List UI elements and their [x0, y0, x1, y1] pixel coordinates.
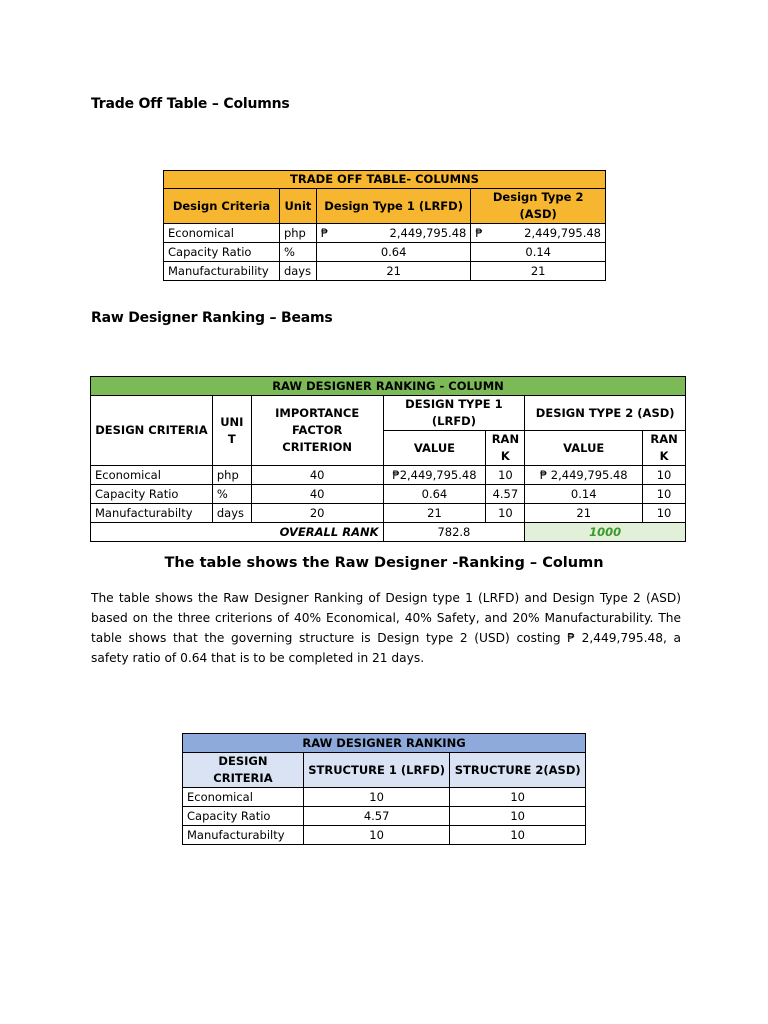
- rank-cell: 10: [643, 504, 686, 523]
- column-header: Design Type 1 (LRFD): [316, 189, 470, 224]
- table-row: [164, 224, 606, 243]
- value-cell: 10: [303, 788, 450, 807]
- amount: 2,449,795.48: [524, 225, 601, 240]
- value-cell: 21: [383, 504, 486, 523]
- value-cell: 10: [450, 807, 586, 826]
- value-cell: 21: [525, 504, 643, 523]
- description-paragraph: The table shows the Raw Designer Ranking of Design type 1 (LRFD) and Design Type 2 (ASD) based on the three criterions of 40% Economical, 40% Safety, and 20% Manufacturability. The table shows that the governing structure is Design type 2 (USD) costing ₱ 2,449,795.48, a safety ratio of 0.64 that is to be completed in 21 days.: [91, 591, 681, 665]
- table-row: [91, 504, 686, 523]
- column-header: DESIGN CRITERIA: [91, 396, 213, 466]
- value-cell: [316, 224, 470, 243]
- value-cell: 4.57: [303, 807, 450, 826]
- column-header: VALUE: [383, 431, 486, 466]
- importance-cell: 20: [251, 504, 383, 523]
- peso-symbol: ₱: [320, 225, 329, 240]
- raw-designer-ranking-table: [182, 733, 586, 845]
- column-header: RAN K: [486, 431, 525, 466]
- table-row: [91, 485, 686, 504]
- criteria-cell: Economical: [164, 224, 280, 243]
- table-row: [91, 466, 686, 485]
- unit-cell: php: [212, 466, 251, 485]
- unit-cell: %: [212, 485, 251, 504]
- column-header: Design Type 2 (ASD): [471, 189, 606, 224]
- table-row: [183, 788, 586, 807]
- table-title: TRADE OFF TABLE- COLUMNS: [164, 171, 606, 189]
- section-heading-raw-ranking: Raw Designer Ranking – Beams: [91, 310, 333, 326]
- value-cell: 10: [303, 826, 450, 845]
- table-title: RAW DESIGNER RANKING - COLUMN: [91, 377, 686, 396]
- table-caption: The table shows the Raw Designer -Ranking – Column: [164, 555, 604, 571]
- rank-cell: 10: [643, 485, 686, 504]
- value-cell: 10: [450, 788, 586, 807]
- criteria-cell: Capacity Ratio: [183, 807, 304, 826]
- column-header: VALUE: [525, 431, 643, 466]
- table-row: [183, 807, 586, 826]
- value-cell: 10: [450, 826, 586, 845]
- importance-cell: 40: [251, 485, 383, 504]
- rank-cell: 10: [643, 466, 686, 485]
- column-header: STRUCTURE 2(ASD): [450, 753, 586, 788]
- column-header: DESIGN CRITERIA: [183, 753, 304, 788]
- overall-rank-label: OVERALL RANK: [91, 523, 384, 542]
- value-cell: 21: [316, 262, 470, 281]
- table-row: [164, 262, 606, 281]
- value-cell: 0.14: [471, 243, 606, 262]
- column-header: UNI T: [212, 396, 251, 466]
- raw-designer-ranking-column-table: [90, 376, 686, 542]
- unit-cell: php: [279, 224, 316, 243]
- criteria-cell: Economical: [183, 788, 304, 807]
- table-row: [164, 243, 606, 262]
- trade-off-table: [163, 170, 606, 281]
- column-header: DESIGN TYPE 1 (LRFD): [383, 396, 525, 431]
- importance-cell: 40: [251, 466, 383, 485]
- criteria-cell: Capacity Ratio: [164, 243, 280, 262]
- unit-cell: days: [212, 504, 251, 523]
- criteria-cell: Manufacturabilty: [91, 504, 213, 523]
- column-header: Unit: [279, 189, 316, 224]
- value-cell: 21: [471, 262, 606, 281]
- criteria-cell: Manufacturability: [164, 262, 280, 281]
- column-header: STRUCTURE 1 (LRFD): [303, 753, 450, 788]
- unit-cell: %: [279, 243, 316, 262]
- rank-cell: 4.57: [486, 485, 525, 504]
- column-header: DESIGN TYPE 2 (ASD): [525, 396, 686, 431]
- column-header: IMPORTANCE FACTOR CRITERION: [251, 396, 383, 466]
- value-cell: 0.64: [316, 243, 470, 262]
- section-heading-trade-off: Trade Off Table – Columns: [91, 96, 290, 112]
- table-title: RAW DESIGNER RANKING: [183, 734, 586, 753]
- criteria-cell: Capacity Ratio: [91, 485, 213, 504]
- column-header: Design Criteria: [164, 189, 280, 224]
- overall-rank-value-2: 1000: [525, 523, 686, 542]
- table-row: [183, 826, 586, 845]
- amount: 2,449,795.48: [389, 225, 467, 240]
- unit-cell: days: [279, 262, 316, 281]
- peso-symbol: ₱: [475, 225, 483, 240]
- value-cell: [471, 224, 606, 243]
- column-header: RAN K: [643, 431, 686, 466]
- value-cell: ₱ 2,449,795.48: [525, 466, 643, 485]
- overall-rank-row: [91, 523, 686, 542]
- rank-cell: 10: [486, 466, 525, 485]
- value-cell: 0.64: [383, 485, 486, 504]
- value-cell: ₱2,449,795.48: [383, 466, 486, 485]
- criteria-cell: Economical: [91, 466, 213, 485]
- value-cell: 0.14: [525, 485, 643, 504]
- rank-cell: 10: [486, 504, 525, 523]
- criteria-cell: Manufacturabilty: [183, 826, 304, 845]
- overall-rank-value-1: 782.8: [383, 523, 525, 542]
